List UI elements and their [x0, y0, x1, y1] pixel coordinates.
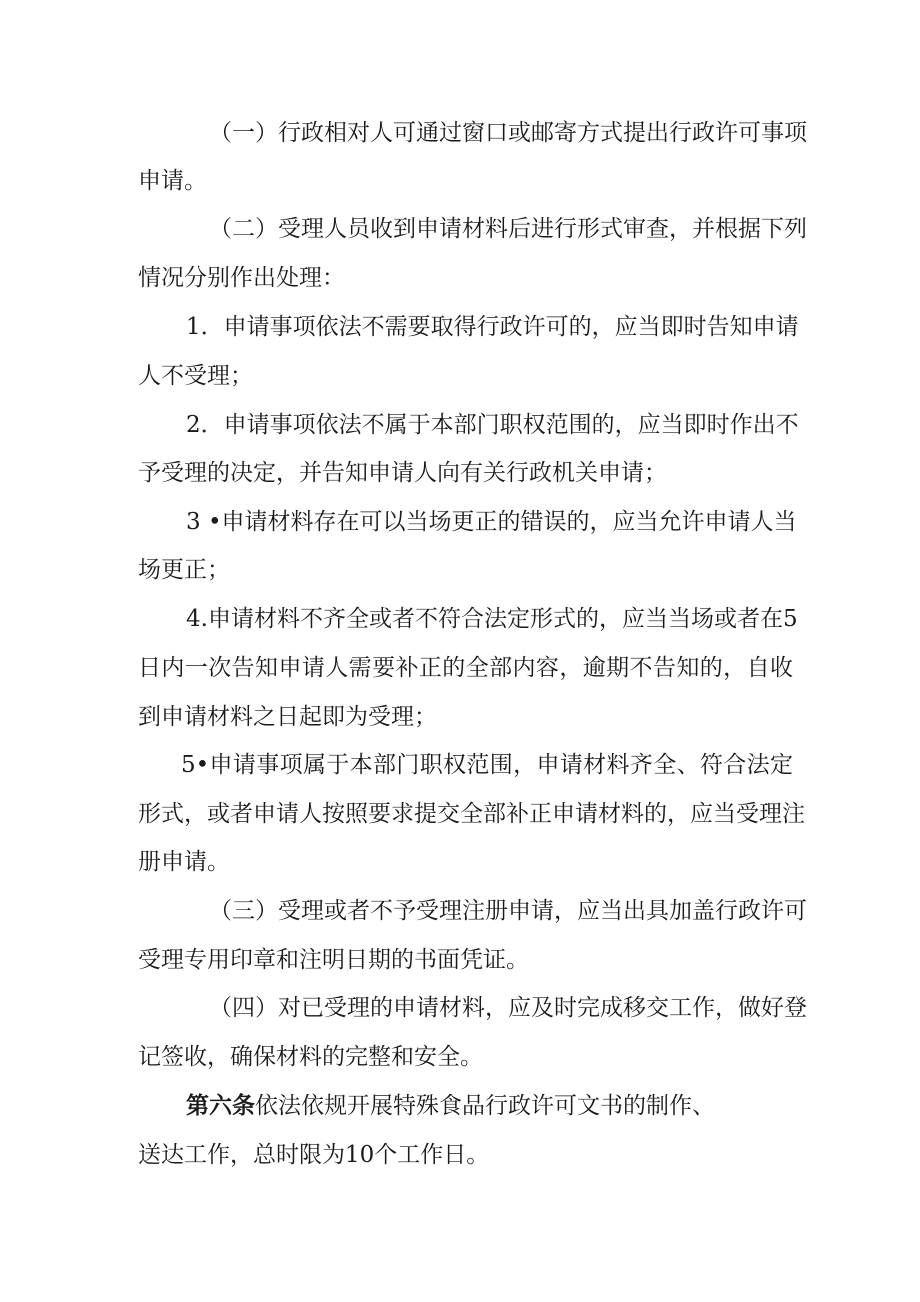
paragraph-9-line-1: （四）对已受理的申请材料，应及时完成移交工作，做好登 — [209, 995, 807, 1021]
paragraph-8-line-1: （三）受理或者不予受理注册申请，应当出具加盖行政许可 — [209, 898, 807, 924]
paragraph-2-line-2: 情况分别作出处理： — [138, 265, 345, 291]
paragraph-5-line-1: 3 •申请材料存在可以当场更正的错误的，应当允许申请人当 — [186, 509, 797, 535]
paragraph-7-line-3: 册申请。 — [138, 849, 230, 875]
paragraph-3-line-2: 人不受理； — [138, 363, 253, 389]
paragraph-2-line-1: （二）受理人员收到申请材料后进行形式审查，并根据下列 — [209, 216, 807, 242]
paragraph-6-line-1: 4.申请材料不齐全或者不符合法定形式的，应当当场或者在5 — [186, 606, 798, 632]
paragraph-1-line-1: （一）行政相对人可通过窗口或邮寄方式提出行政许可事项 — [209, 120, 807, 146]
article-6-line-2: 送达工作，总时限为10个工作日。 — [138, 1142, 490, 1168]
paragraph-7-line-1: 5•申请事项属于本部门职权范围，申请材料齐全、符合法定 — [181, 752, 793, 778]
paragraph-1-line-2: 申请。 — [138, 168, 207, 194]
paragraph-3-line-1: 1．申请事项依法不需要取得行政许可的，应当即时告知申请 — [186, 314, 799, 340]
paragraph-9-line-2: 记签收，确保材料的完整和安全。 — [138, 1044, 483, 1070]
article-heading: 第六条 — [186, 1093, 255, 1119]
article-6-text: 依法依规开展特殊食品行政许可文书的制作、 — [255, 1093, 715, 1119]
paragraph-4-line-1: 2．申请事项依法不属于本部门职权范围的，应当即时作出不 — [186, 412, 799, 438]
paragraph-6-line-2: 日内一次告知申请人需要补正的全部内容，逾期不告知的，自收 — [138, 655, 793, 681]
paragraph-5-line-2: 场更正； — [138, 557, 230, 583]
paragraph-4-line-2: 予受理的决定，并告知申请人向有关行政机关申请； — [138, 460, 667, 486]
paragraph-6-line-3: 到申请材料之日起即为受理； — [138, 704, 437, 730]
paragraph-8-line-2: 受理专用印章和注明日期的书面凭证。 — [138, 947, 529, 973]
article-6-line-1 — [186, 1091, 715, 1121]
paragraph-7-line-2: 形式，或者申请人按照要求提交全部补正申请材料的，应当受理注 — [138, 801, 805, 827]
